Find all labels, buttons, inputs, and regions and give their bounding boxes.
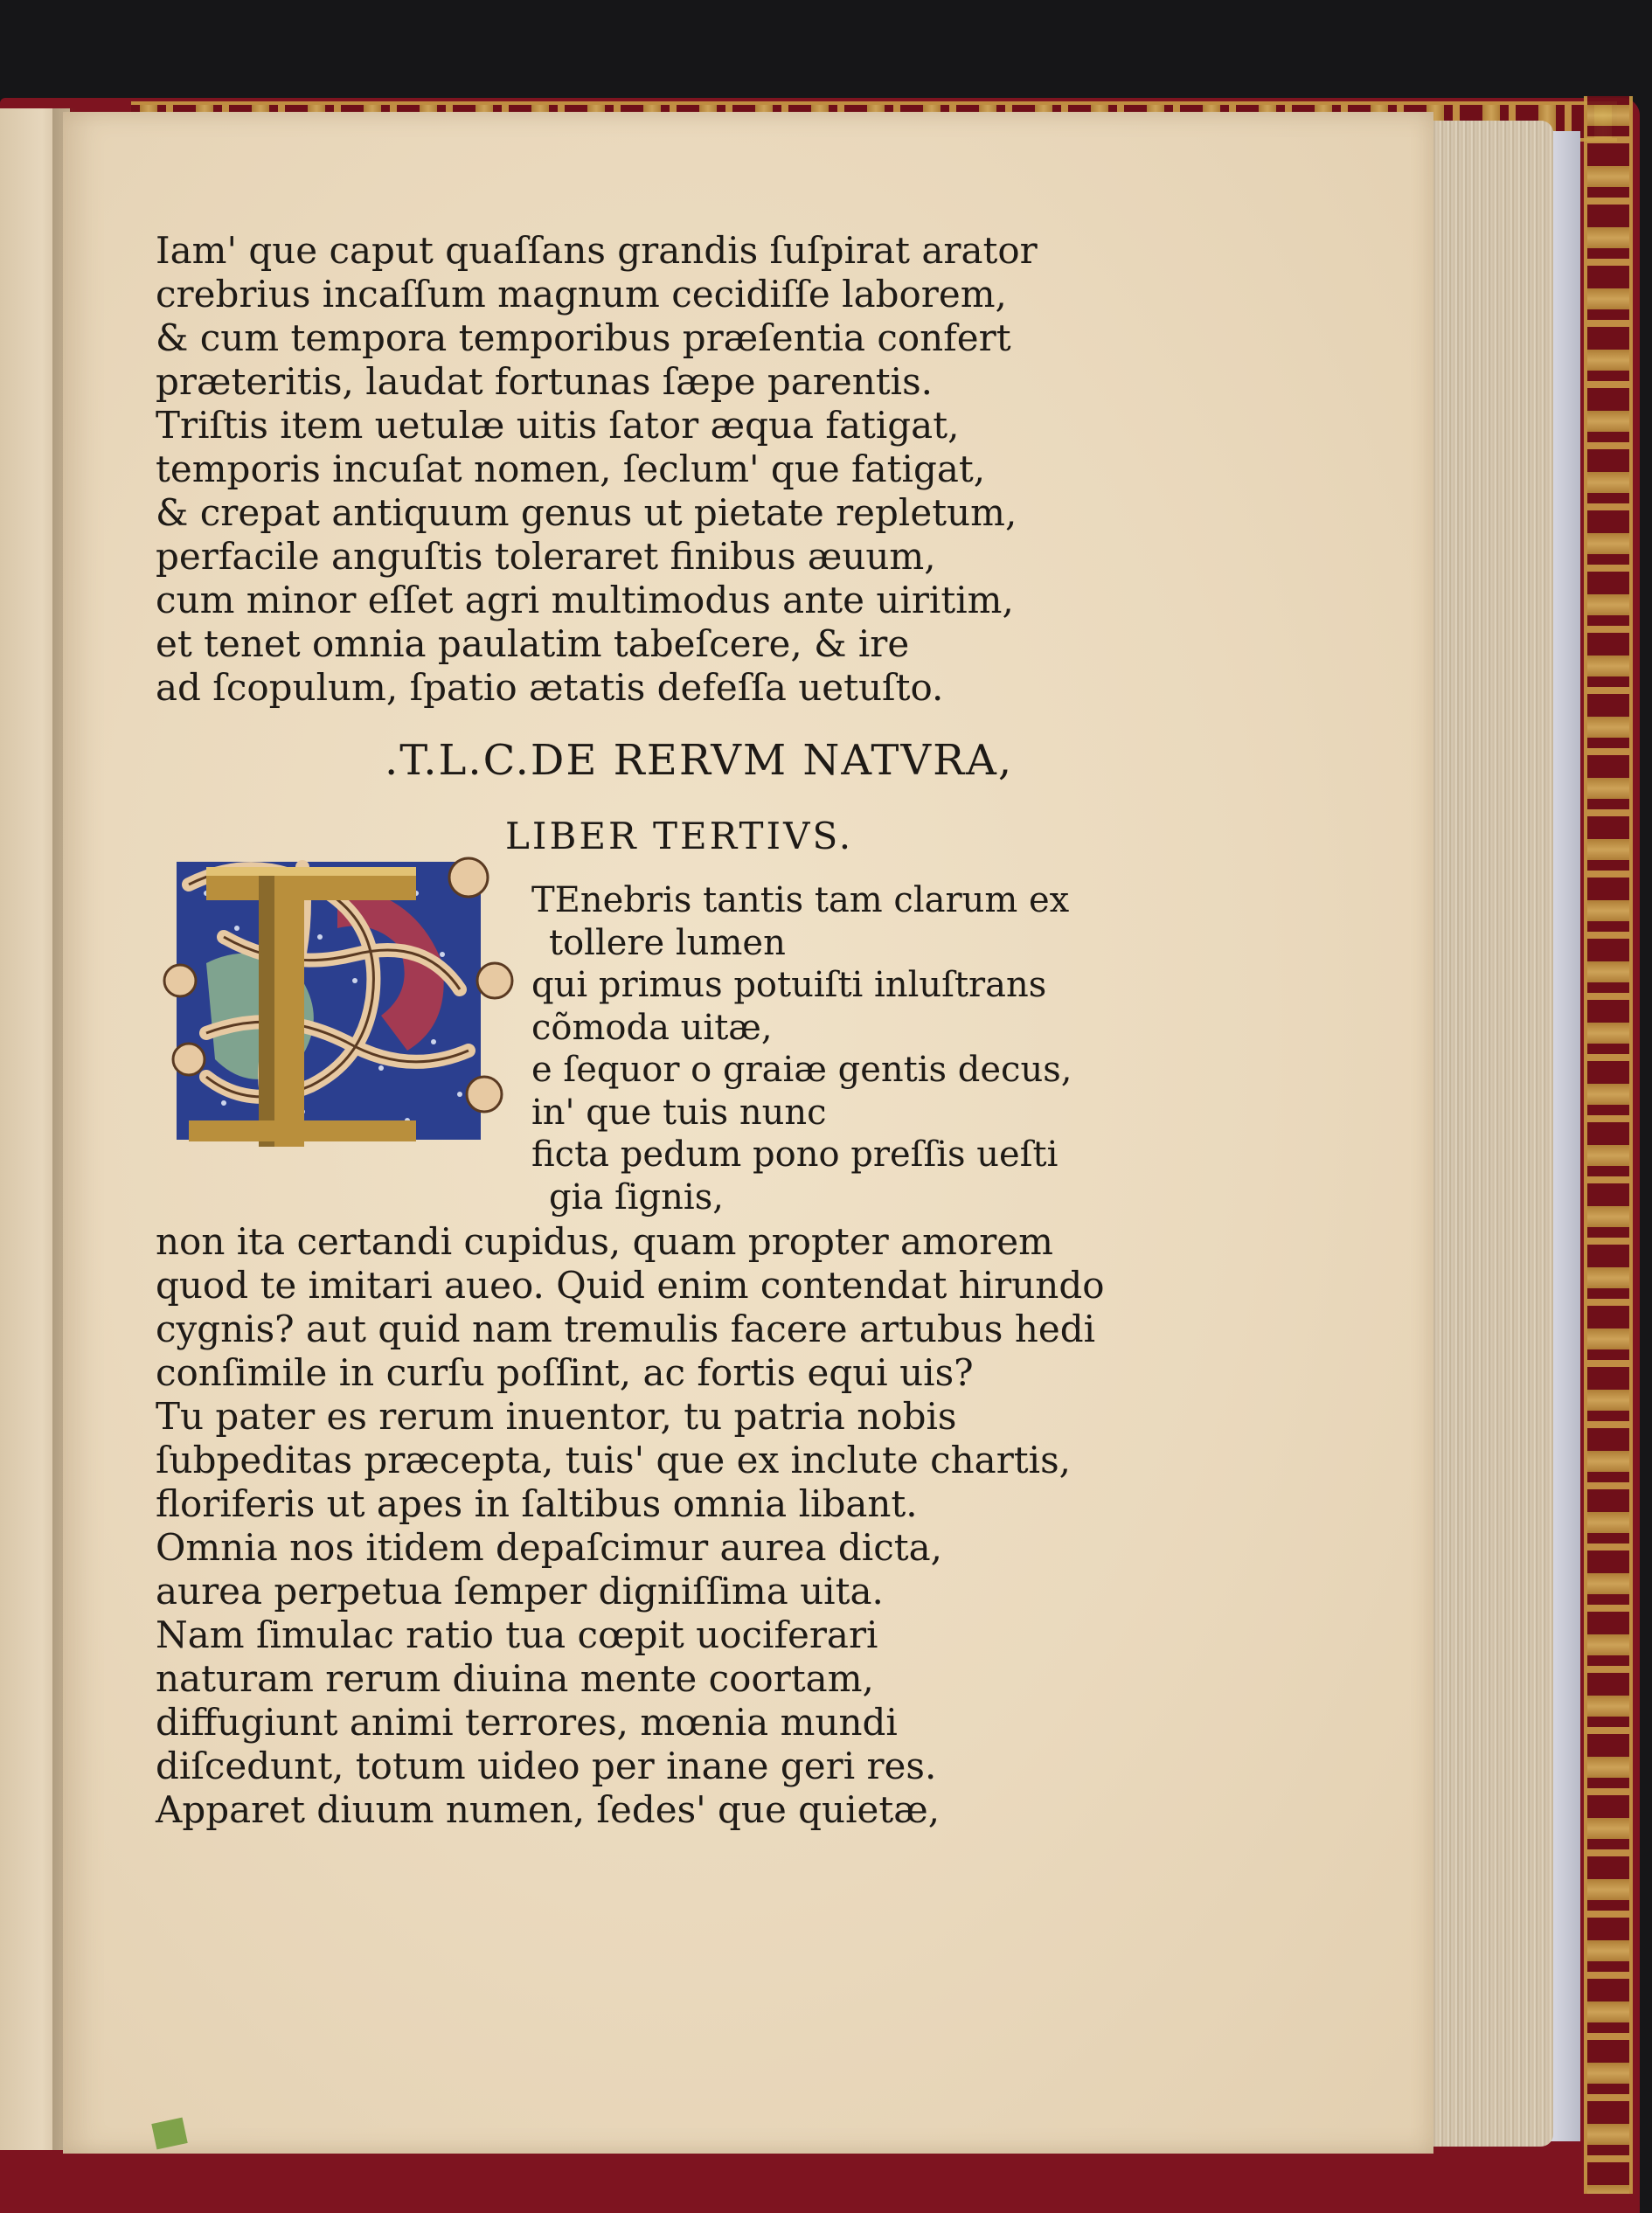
verse-line: diffugiunt animi terrores, mœnia mundi: [156, 1701, 898, 1744]
verse-line: e ſequor o graiæ gentis decus,: [531, 1050, 1072, 1090]
verse-line: et tenet omnia paulatim tabeſcere, & ire: [156, 622, 910, 665]
verse-line: qui primus potuiſti inluſtrans: [531, 965, 1047, 1005]
verse-line: in' que tuis nunc: [531, 1092, 827, 1133]
page-edges: [1420, 121, 1553, 2147]
verse-line: ficta pedum pono preſſis ueſti: [531, 1134, 1059, 1175]
verse-line: Triſtis item uetulæ uitis ſator æqua fatigat,: [156, 404, 960, 447]
verse-line: cygnis? aut quid nam tremulis facere artubus hedi: [156, 1308, 1096, 1350]
verse-line: cum minor eſſet agri multimodus ante uiritim,: [156, 579, 1014, 621]
verse-block-top: [156, 229, 1038, 710]
verse-line: ad ſcopulum, ſpatio ætatis defeſſa uetuſto.: [156, 666, 944, 709]
illuminated-initial: [154, 832, 521, 1182]
verse-line: præteritis, laudat fortunas ſæpe parentis.: [156, 360, 933, 403]
verse-line: non ita certandi cupidus, quam propter amorem: [156, 1220, 1053, 1263]
verse-line: Apparet diuum numen, ſedes' que quietæ,: [156, 1788, 941, 1831]
verse-line: aurea perpetua ſemper digniſſima uita.: [156, 1570, 884, 1613]
verse-line: diſcedunt, totum uideo per inane geri res.: [156, 1745, 937, 1787]
verse-line: quod te imitari aueo. Quid enim contendat hirundo: [156, 1264, 1105, 1307]
verse-line: naturam rerum diuina mente coortam,: [156, 1657, 874, 1700]
verse-line: TEnebris tantis tam clarum ex: [531, 880, 1070, 920]
verse-line: floriferis ut apes in ſaltibus omnia libant.: [156, 1482, 918, 1525]
verse-line: gia ſignis,: [549, 1176, 724, 1217]
verse-block-bottom: [156, 1220, 1105, 1832]
gilt-border-right: [1584, 96, 1633, 2194]
verse-line: & cum tempora temporibus præſentia confert: [156, 316, 1011, 359]
verse-line: Tu pater es rerum inuentor, tu patria nobis: [156, 1395, 957, 1438]
verse-line: Nam ſimulac ratio tua cœpit uociferari: [156, 1613, 878, 1656]
verse-line: perfacile anguſtis toleraret finibus æuum,: [156, 535, 936, 578]
verse-line: tollere lumen: [549, 922, 786, 963]
verse-line: conſimile in curſu poſſint, ac fortis equi uis?: [156, 1351, 974, 1394]
verse-line: cõmoda uitæ,: [531, 1007, 773, 1048]
book-heading: .T.L.C.DE RERVM NATVRA,: [385, 736, 1014, 785]
verse-line: Omnia nos itidem depaſcimur aurea dicta,: [156, 1526, 943, 1569]
verse-line: temporis incuſat nomen, ſeclum' que fatigat,: [156, 447, 986, 490]
verse-line: ſubpeditas præcepta, tuis' que ex inclute chartis,: [156, 1439, 1072, 1481]
verse-line: crebrius incaſſum magnum cecidiſſe laborem,: [156, 273, 1007, 316]
book-subheading: LIBER TERTIVS.: [505, 815, 854, 857]
verse-line: & crepat antiquum genus ut pietate repletum,: [156, 491, 1017, 534]
verse-block-indented: [531, 879, 1072, 1218]
verse-line: Iam' que caput quaſſans grandis ſuſpirat arator: [156, 229, 1038, 272]
